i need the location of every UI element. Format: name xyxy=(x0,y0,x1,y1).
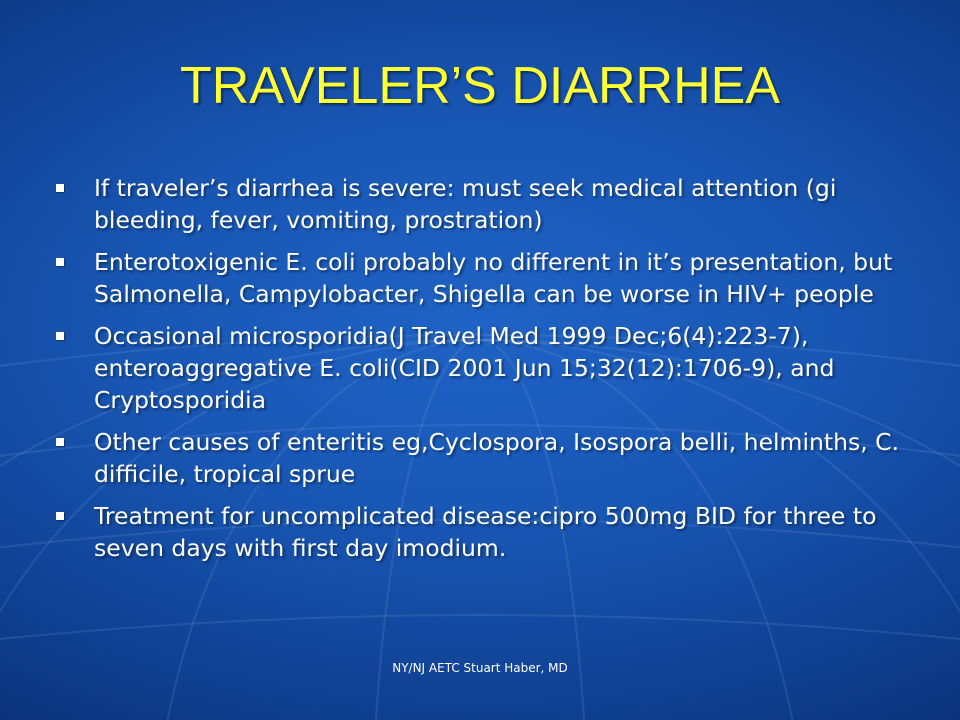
slide-title: TRAVELER’S DIARRHEA xyxy=(179,57,781,115)
bullet-text: Treatment for uncomplicated disease:cipro 500mg BID for three to seven days with first day imodium. xyxy=(94,502,877,562)
bullet-item xyxy=(56,426,906,490)
bullet-text: If traveler’s diarrhea is severe: must seek medical attention (gi bleeding, fever, vomiting, prostration) xyxy=(94,174,837,234)
square-bullet-icon xyxy=(56,512,64,520)
bullet-item xyxy=(56,246,906,310)
bullet-text: Other causes of enteritis eg,Cyclospora, Isospora belli, helminths, C. difficile, tropical sprue xyxy=(94,428,900,488)
bullet-item xyxy=(56,500,906,564)
square-bullet-icon xyxy=(56,438,64,446)
bullet-text: Enterotoxigenic E. coli probably no different in it’s presentation, but Salmonella, Campylobacter, Shigella can be worse in HIV+ people xyxy=(94,248,893,308)
slide-footer: NY/NJ AETC Stuart Haber, MD xyxy=(392,661,568,675)
bullet-item xyxy=(56,172,906,236)
square-bullet-icon xyxy=(56,332,64,340)
square-bullet-icon xyxy=(56,258,64,266)
bullet-item xyxy=(56,320,906,416)
bullet-list xyxy=(56,172,906,574)
square-bullet-icon xyxy=(56,184,64,192)
bullet-text: Occasional microsporidia(J Travel Med 1999 Dec;6(4):223-7), enteroaggregative E. coli(CID 2001 Jun 15;32(12):1706-9), and Cryptosporidia xyxy=(94,322,835,414)
